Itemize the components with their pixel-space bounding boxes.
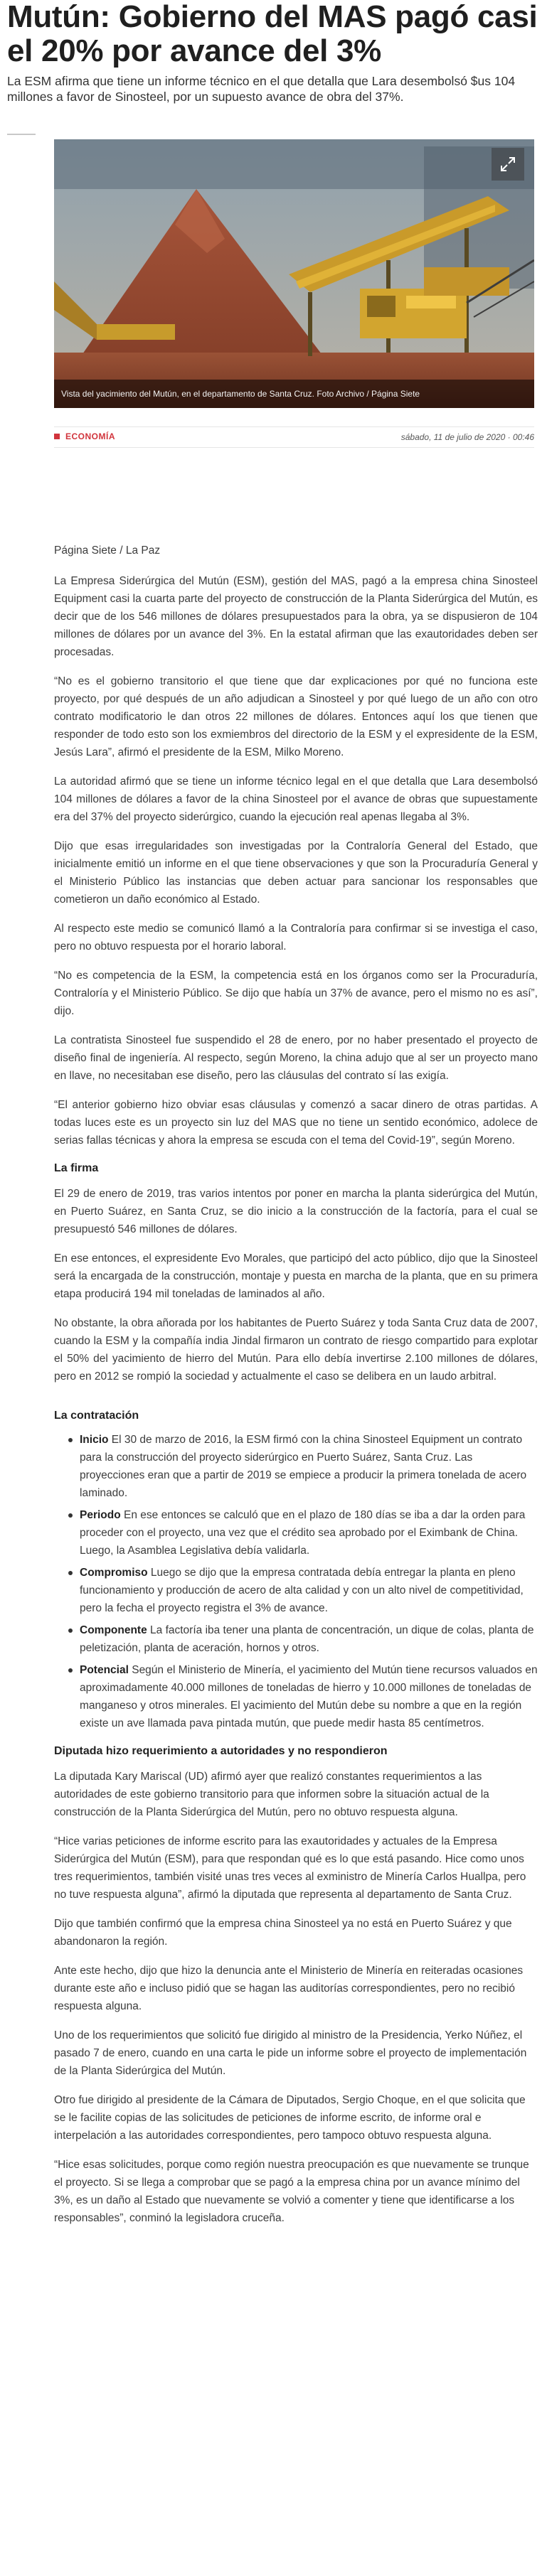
expand-icon bbox=[500, 156, 516, 172]
list-item-term: Inicio bbox=[80, 1434, 109, 1446]
section-heading-diputada: Diputada hizo requerimiento a autoridades y no respondieron bbox=[54, 1745, 388, 1757]
list-item-text: El 30 de marzo de 2016, la ESM firmó con la china Sinosteel Equipment un contrato para la construcción del proyecto siderúrgico en Puerto Suárez, Santa Cruz. Las proyecciones eran que a partir de 2019 se empiece a producir la primera tonelada de acero laminado. bbox=[80, 1434, 527, 1499]
body-paragraph: Al respecto este medio se comunicó llamó a la Contraloría para confirmar si se investiga el caso, pero no obtuvo respuesta por el horario laboral. bbox=[54, 923, 538, 952]
mine-photo-illustration bbox=[54, 139, 534, 408]
article-headline: Mutún: Gobierno del MAS pagó casi el 20% por avance del 3% bbox=[7, 0, 538, 68]
contratacion-list bbox=[54, 1431, 538, 1732]
list-item-term: Potencial bbox=[80, 1664, 129, 1676]
article-body bbox=[54, 542, 538, 2238]
list-item-text: La factoría iba tener una planta de concentración, un dique de colas, planta de peletización, planta de aceración, hornos y otros. bbox=[80, 1624, 534, 1654]
list-item-term: Compromiso bbox=[80, 1567, 148, 1579]
lede-divider bbox=[7, 134, 36, 135]
body-paragraph: La autoridad afirmó que se tiene un informe técnico legal en el que detalla que Lara desembolsó 104 millones de dólares a favor de la china Sinosteel por el avance de obras que supuestamente era del 37% del proyecto siderúrgico, cuando la ejecución real apenas llegaba al 3%. bbox=[54, 776, 538, 823]
category-marker-icon bbox=[54, 434, 60, 439]
photo-caption: Vista del yacimiento del Mutún, en el departamento de Santa Cruz. Foto Archivo / Página Siete bbox=[54, 380, 534, 408]
publish-date: sábado, 11 de julio de 2020 · 00:46 bbox=[400, 432, 534, 442]
body-paragraph: Dijo que esas irregularidades son investigadas por la Contraloría General del Estado, que inicialmente emitió un informe en el que tiene observaciones y que son la Procuraduría General y el Ministerio Público las instancias que deben actuar para sancionar los responsables que cometieron un daño económico al Estado. bbox=[54, 840, 538, 906]
body-paragraph: Uno de los requerimientos que solicitó fue dirigido al ministro de la Presidencia, Yerko Núñez, el pasado 7 de enero, cuando en una carta le pide un informe sobre el proyecto de implementación de la Planta Siderúrgica del Mutún. bbox=[54, 2029, 527, 2077]
body-paragraph: Ante este hecho, dijo que hizo la denuncia ante el Ministerio de Minería en reiteradas ocasiones durante este año e incluso pidió que se hagan las auditorías correspondientes, pero no recibió respuesta alguna. bbox=[54, 1965, 524, 2012]
category-label: ECONOMÍA bbox=[65, 431, 115, 441]
byline: Página Siete / La Paz bbox=[54, 544, 161, 557]
list-item bbox=[54, 1506, 538, 1560]
body-paragraph: “No es competencia de la ESM, la competencia está en los órganos como ser la Procuraduría, Contraloría y el Ministerio Público. Se dijo que había un 37% de avance, pero el mismo no es así”, dijo. bbox=[54, 970, 538, 1017]
list-item bbox=[54, 1661, 538, 1732]
list-item-term: Periodo bbox=[80, 1509, 121, 1521]
article-meta bbox=[54, 426, 534, 448]
body-paragraph: Otro fue dirigido al presidente de la Cámara de Diputados, Sergio Choque, en el que solicita que se le facilite copias de las solicitudes de peticiones de informe escrito, de informe oral e interpelación a las autoridades correspondientes, pero tampoco obtuvo respuesta alguna. bbox=[54, 2094, 526, 2142]
hero-photo bbox=[54, 139, 534, 408]
body-paragraph: “Hice esas solicitudes, porque como región nuestra preocupación es que nuevamente se trunque el proyecto. Si se llega a comprobar que se pagó a la empresa china por un avance mínimo del 3%, es un daño al Estado que nuevamente se volvió a comenter y tiene que identificarse a los responsables”, conminó la legisladora cruceña. bbox=[54, 2159, 529, 2224]
list-item bbox=[54, 1621, 538, 1657]
list-item-text: En ese entonces se calculó que en el plazo de 180 días se iba a dar la orden para proceder con el proyecto, una vez que el crédito sea aprobado por el Eximbank de China. Luego, la Asamblea Legislativa debía validarla. bbox=[80, 1509, 526, 1557]
body-paragraph: En ese entonces, el expresidente Evo Morales, que participó del acto público, dijo que la Sinosteel será la encargada de la construcción, montaje y puesta en marcha de la planta, que en su primera etapa producirá 194 mil toneladas de laminados al año. bbox=[54, 1252, 538, 1300]
list-item-text: Según el Ministerio de Minería, el yacimiento del Mutún tiene recursos valuados en aproximadamente 40.000 millones de toneladas de hierro y 10.000 millones de toneladas de manganeso y otros minerales. El yacimiento del Mutún debe su nombre a que en la región existe un ave llamada pava pintada mutún, que puede medir hasta 85 centímetros. bbox=[80, 1664, 538, 1729]
section-heading-firma: La firma bbox=[54, 1162, 99, 1174]
list-item bbox=[54, 1431, 538, 1502]
category-link[interactable] bbox=[54, 431, 115, 441]
body-paragraph: “No es el gobierno transitorio el que tiene que dar explicaciones por qué no funciona este proyecto, por qué después de un año adjudican a Sinosteel y por qué luego de un año con otro contrato modificatorio le dan otros 22 millones de dólares. Entonces aquí los que tienen que responder de todo esto son los exmiembros del directorio de la ESM y el expresidente de la ESM, Jesús Lara”, afirmó el presidente de la ESM, Milko Moreno. bbox=[54, 675, 538, 758]
list-item-text: Luego se dijo que la empresa contratada debía entregar la planta en pleno funcionamiento y producción de acero de alta calidad y con un alto nivel de competitividad, pero la fecha el proyecto registra el 3% de avance. bbox=[80, 1567, 524, 1614]
list-item bbox=[54, 1564, 538, 1617]
body-paragraph: La contratista Sinosteel fue suspendido el 28 de enero, por no haber presentado el proyecto de diseño final de ingeniería. Al respecto, según Moreno, la china adujo que al ser un proyecto mano en llave, no necesitaban ese diseño, pero las cláusulas del contrato sí las exigía. bbox=[54, 1034, 538, 1082]
section-heading-contratacion: La contratación bbox=[54, 1410, 139, 1422]
body-paragraph: El 29 de enero de 2019, tras varios intentos por poner en marcha la planta siderúrgica del Mutún, en Puerto Suárez, en Santa Cruz, se dio inicio a la construcción de la factoría, para el cual se presupuestó 546 millones de dólares. bbox=[54, 1188, 538, 1235]
article-lede: La ESM afirma que tiene un informe técnico en el que detalla que Lara desembolsó $us 104 millones a favor de Sinosteel, por un supuesto avance de obra del 37%. bbox=[7, 74, 516, 104]
list-item-term: Componente bbox=[80, 1624, 147, 1636]
body-paragraph: “El anterior gobierno hizo obviar esas cláusulas y comenzó a sacar dinero de otras partidas. A todas luces este es un proyecto sin luz del MAS que no tiene un sentido económico, adolece de serias fallas técnicas y ahora la empresa se escuda con el tema del Covid-19”, según Moreno. bbox=[54, 1099, 538, 1147]
body-paragraph: La Empresa Siderúrgica del Mutún (ESM), gestión del MAS, pagó a la empresa china Sinosteel Equipment casi la cuarta parte del proyecto de construcción de la Planta Siderúrgica del Mutún, es decir que de los 546 millones de dólares presupuestados para la obra, ya se dispusieron de 104 millones de dólares por un avance del 3%. En la estatal afirman que las exautoridades deben ser procesadas. bbox=[54, 575, 538, 658]
body-paragraph: No obstante, la obra añorada por los habitantes de Puerto Suárez y toda Santa Cruz data de 2007, cuando la ESM y la compañía india Jindal firmaron un contrato de riesgo compartido para explotar el 50% del yacimiento de hierro del Mutún. Para ello debía invertirse 2.100 millones de dólares, pero en 2012 se rompió la sociedad y actualmente el caso se delibera en un laudo arbitral. bbox=[54, 1317, 538, 1383]
expand-photo-button[interactable] bbox=[492, 148, 524, 181]
body-paragraph: “Hice varias peticiones de informe escrito para las exautoridades y actuales de la Empresa Siderúrgica del Mutún (ESM), para que respondan qué es lo que está pasando. Hice como unos tres requerimientos, también visité unas tres veces al exministro de Minería Carlos Huallpa, pero no tuve respuesta alguna”, afirmó la diputada que representa al departamento de Santa Cruz. bbox=[54, 1835, 526, 1901]
body-paragraph: Dijo que también confirmó que la empresa china Sinosteel ya no está en Puerto Suárez y que abandonaron la región. bbox=[54, 1918, 512, 1948]
body-paragraph: La diputada Kary Mariscal (UD) afirmó ayer que realizó constantes requerimientos a las autoridades de este gobierno transitorio para que informen sobre la situación actual de la construcción de la Planta Siderúrgica del Mutún, pero no obtuvo respuesta alguna. bbox=[54, 1771, 489, 1818]
